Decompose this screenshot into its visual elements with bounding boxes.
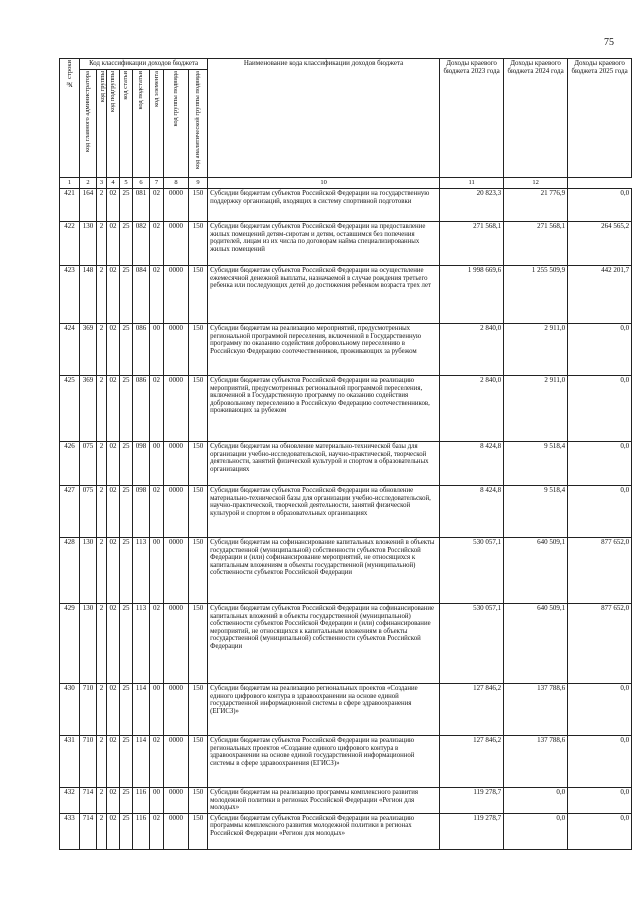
row-number: 427 xyxy=(60,486,80,538)
header-year-2023: Доходы краевого бюджета 2023 года xyxy=(440,59,504,178)
table-body xyxy=(60,189,632,850)
subgroup-code: 02 xyxy=(107,266,120,324)
header-code-article: код статьи xyxy=(120,70,133,178)
group-code: 2 xyxy=(97,189,107,222)
article-code: 25 xyxy=(120,538,133,604)
header-code-group: код группы xyxy=(97,70,107,178)
group-code: 2 xyxy=(97,486,107,538)
subgroup-code: 02 xyxy=(107,324,120,376)
subgroup-code: 02 xyxy=(107,486,120,538)
table-row xyxy=(60,684,632,736)
element-code: 02 xyxy=(150,736,164,788)
subgroup-code: 02 xyxy=(107,376,120,442)
group-code: 2 xyxy=(97,813,107,849)
header-code-admin: код главного администратора xyxy=(80,70,97,178)
analytic-group-code: 150 xyxy=(189,604,208,684)
element-code: 02 xyxy=(150,604,164,684)
analytic-group-code: 150 xyxy=(189,222,208,266)
analytic-group-code: 150 xyxy=(189,266,208,324)
table-row xyxy=(60,442,632,486)
income-2023: 530 057,1 xyxy=(440,604,504,684)
subgroup-code: 02 xyxy=(107,538,120,604)
income-2025: 0,0 xyxy=(568,442,632,486)
column-number: 5 xyxy=(120,178,133,189)
element-code: 02 xyxy=(150,486,164,538)
income-2024: 0,0 xyxy=(504,813,568,849)
table-row xyxy=(60,813,632,849)
subarticle-code: 084 xyxy=(133,266,150,324)
subarticle-code: 082 xyxy=(133,222,150,266)
row-number: 421 xyxy=(60,189,80,222)
group-code: 2 xyxy=(97,684,107,736)
admin-code: 130 xyxy=(80,538,97,604)
table-row xyxy=(60,486,632,538)
income-2024: 21 776,9 xyxy=(504,189,568,222)
analytic-group-code: 150 xyxy=(189,486,208,538)
header-row-no: № строки xyxy=(60,59,80,178)
budget-revenue-table xyxy=(59,58,632,850)
header-code-subtype-group: код группы подвида xyxy=(164,70,189,178)
row-number: 432 xyxy=(60,788,80,814)
row-number: 429 xyxy=(60,604,80,684)
admin-code: 148 xyxy=(80,266,97,324)
income-2025: 0,0 xyxy=(568,376,632,442)
subtype-group-code: 0000 xyxy=(164,788,189,814)
admin-code: 710 xyxy=(80,736,97,788)
column-number: 9 xyxy=(189,178,208,189)
income-2023: 119 278,7 xyxy=(440,788,504,814)
row-number: 423 xyxy=(60,266,80,324)
income-name: Субсидии бюджетам субъектов Российской Федерации на реализацию региональных проектов «Создание единого цифрового контура в здравоохранении на основе единой государственной информационной системы в сфере здравоохранения (ЕГИСЗ)» xyxy=(208,736,440,788)
income-2024: 137 788,6 xyxy=(504,684,568,736)
income-2024: 640 509,1 xyxy=(504,604,568,684)
subarticle-code: 113 xyxy=(133,538,150,604)
admin-code: 710 xyxy=(80,684,97,736)
article-code: 25 xyxy=(120,788,133,814)
header-code-analytic-group: код аналитической группы подвида xyxy=(189,70,208,178)
income-2024: 0,0 xyxy=(504,788,568,814)
row-number: 433 xyxy=(60,813,80,849)
analytic-group-code: 150 xyxy=(189,736,208,788)
income-2025: 0,0 xyxy=(568,736,632,788)
subtype-group-code: 0000 xyxy=(164,189,189,222)
subtype-group-code: 0000 xyxy=(164,813,189,849)
article-code: 25 xyxy=(120,442,133,486)
article-code: 25 xyxy=(120,222,133,266)
table-row xyxy=(60,324,632,376)
income-2023: 127 846,2 xyxy=(440,736,504,788)
admin-code: 369 xyxy=(80,324,97,376)
income-2025: 0,0 xyxy=(568,486,632,538)
income-2024: 2 911,0 xyxy=(504,376,568,442)
header-classification-group: Код классификации доходов бюджета xyxy=(80,59,208,70)
column-number: 11 xyxy=(440,178,504,189)
article-code: 25 xyxy=(120,736,133,788)
header-year-2025: Доходы краевого бюджета 2025 года xyxy=(568,59,632,178)
income-2023: 1 998 669,6 xyxy=(440,266,504,324)
article-code: 25 xyxy=(120,684,133,736)
row-number: 424 xyxy=(60,324,80,376)
income-2023: 8 424,8 xyxy=(440,442,504,486)
element-code: 00 xyxy=(150,684,164,736)
element-code: 02 xyxy=(150,376,164,442)
subarticle-code: 116 xyxy=(133,813,150,849)
group-code: 2 xyxy=(97,538,107,604)
table-row xyxy=(60,788,632,814)
subtype-group-code: 0000 xyxy=(164,538,189,604)
article-code: 25 xyxy=(120,266,133,324)
subarticle-code: 081 xyxy=(133,189,150,222)
subtype-group-code: 0000 xyxy=(164,222,189,266)
subarticle-code: 113 xyxy=(133,604,150,684)
income-name: Субсидии бюджетам на обновление материально-технической базы для организации учебно-исследовательской, научно-практической, творческой деятельности, занятий физической культурой и спортом в образовательных организациях xyxy=(208,442,440,486)
income-2025: 264 565,2 xyxy=(568,222,632,266)
admin-code: 130 xyxy=(80,604,97,684)
column-number: 1 xyxy=(60,178,80,189)
income-2025: 0,0 xyxy=(568,788,632,814)
income-2025: 0,0 xyxy=(568,324,632,376)
table-row xyxy=(60,736,632,788)
subgroup-code: 02 xyxy=(107,189,120,222)
column-numbers-row xyxy=(60,178,632,189)
subarticle-code: 114 xyxy=(133,736,150,788)
subtype-group-code: 0000 xyxy=(164,442,189,486)
group-code: 2 xyxy=(97,442,107,486)
income-2023: 2 840,0 xyxy=(440,376,504,442)
article-code: 25 xyxy=(120,604,133,684)
subarticle-code: 098 xyxy=(133,486,150,538)
analytic-group-code: 150 xyxy=(189,538,208,604)
admin-code: 164 xyxy=(80,189,97,222)
subarticle-code: 114 xyxy=(133,684,150,736)
analytic-group-code: 150 xyxy=(189,684,208,736)
column-number: 4 xyxy=(107,178,120,189)
admin-code: 714 xyxy=(80,813,97,849)
analytic-group-code: 150 xyxy=(189,376,208,442)
income-name: Субсидии бюджетам субъектов Российской Федерации на предоставление жилых помещений детям-сиротам и детям, оставшимся без попечения родителей, лицам из их числа по договорам найма специализированных жилых помещений xyxy=(208,222,440,266)
analytic-group-code: 150 xyxy=(189,813,208,849)
income-name: Субсидии бюджетам субъектов Российской Федерации на осуществление ежемесячной денежной выплаты, назначаемой в случае рождения третьего ребенка или последующих детей до достижения ребенком возраста трех лет xyxy=(208,266,440,324)
article-code: 25 xyxy=(120,813,133,849)
income-2023: 530 057,1 xyxy=(440,538,504,604)
subtype-group-code: 0000 xyxy=(164,604,189,684)
element-code: 02 xyxy=(150,813,164,849)
header-name: Наименование кода классификации доходов бюджета xyxy=(208,59,440,178)
column-number: 8 xyxy=(164,178,189,189)
subtype-group-code: 0000 xyxy=(164,324,189,376)
table-row xyxy=(60,376,632,442)
income-2024: 9 518,4 xyxy=(504,486,568,538)
income-2024: 9 518,4 xyxy=(504,442,568,486)
article-code: 25 xyxy=(120,189,133,222)
admin-code: 075 xyxy=(80,442,97,486)
element-code: 02 xyxy=(150,189,164,222)
column-number: 6 xyxy=(133,178,150,189)
subgroup-code: 02 xyxy=(107,813,120,849)
income-2023: 127 846,2 xyxy=(440,684,504,736)
analytic-group-code: 150 xyxy=(189,324,208,376)
element-code: 00 xyxy=(150,538,164,604)
table-row xyxy=(60,222,632,266)
subgroup-code: 02 xyxy=(107,442,120,486)
income-name: Субсидии бюджетам субъектов Российской Федерации на реализацию мероприятий, предусмотренных региональной программой переселения, включенной в Государственную программу по оказанию содействия добровольному переселению в Российскую Федерацию соотечественников, проживающих за рубежом xyxy=(208,376,440,442)
admin-code: 369 xyxy=(80,376,97,442)
subgroup-code: 02 xyxy=(107,222,120,266)
income-name: Субсидии бюджетам субъектов Российской Федерации на реализацию программы комплексного развития молодежной политики в регионах Российской Федерации «Регион для молодых» xyxy=(208,813,440,849)
column-number: 3 xyxy=(97,178,107,189)
article-code: 25 xyxy=(120,324,133,376)
article-code: 25 xyxy=(120,376,133,442)
income-2025: 0,0 xyxy=(568,684,632,736)
subtype-group-code: 0000 xyxy=(164,684,189,736)
header-code-subgroup: код подгруппы xyxy=(107,70,120,178)
income-2025: 442 201,7 xyxy=(568,266,632,324)
header-code-subarticle: код подстатьи xyxy=(133,70,150,178)
page-number: 75 xyxy=(604,37,614,48)
article-code: 25 xyxy=(120,486,133,538)
group-code: 2 xyxy=(97,324,107,376)
element-code: 02 xyxy=(150,222,164,266)
header-year-2024: Доходы краевого бюджета 2024 года xyxy=(504,59,568,178)
income-2024: 2 911,0 xyxy=(504,324,568,376)
income-2024: 271 568,1 xyxy=(504,222,568,266)
income-2025: 0,0 xyxy=(568,813,632,849)
income-2024: 640 509,1 xyxy=(504,538,568,604)
row-number: 425 xyxy=(60,376,80,442)
income-name: Субсидии бюджетам на реализацию программы комплексного развития молодежной политики в регионах Российской Федерации «Регион для молодых» xyxy=(208,788,440,814)
row-number: 430 xyxy=(60,684,80,736)
column-number: 2 xyxy=(80,178,97,189)
group-code: 2 xyxy=(97,222,107,266)
column-number: 10 xyxy=(208,178,440,189)
income-2025: 0,0 xyxy=(568,189,632,222)
table-row xyxy=(60,604,632,684)
group-code: 2 xyxy=(97,736,107,788)
subarticle-code: 086 xyxy=(133,324,150,376)
income-2023: 271 568,1 xyxy=(440,222,504,266)
income-name: Субсидии бюджетам на софинансирование капитальных вложений в объекты государственной (муниципальной) собственности субъектов Российской Федерации и (или) софинансирование мероприятий, не относящихся к капитальным вложениям в объекты государственной (муниципальной) собственности субъектов Российской Федерации xyxy=(208,538,440,604)
income-name: Субсидии бюджетам субъектов Российской Федерации на государственную поддержку организаций, входящих в систему спортивной подготовки xyxy=(208,189,440,222)
row-number: 428 xyxy=(60,538,80,604)
income-2025: 877 652,0 xyxy=(568,538,632,604)
column-number: 12 xyxy=(504,178,568,189)
income-2023: 2 840,0 xyxy=(440,324,504,376)
element-code: 00 xyxy=(150,442,164,486)
element-code: 00 xyxy=(150,324,164,376)
column-number: 7 xyxy=(150,178,164,189)
income-name: Субсидии бюджетам субъектов Российской Федерации на софинансирование капитальных вложений в объекты государственной (муниципальной) собственности субъектов Российской Федерации и (или) софинансирование мероприятий, не относящихся к капитальным вложениям в объекты государственной (муниципальной) собственности субъектов Российской Федерации xyxy=(208,604,440,684)
element-code: 00 xyxy=(150,788,164,814)
group-code: 2 xyxy=(97,376,107,442)
analytic-group-code: 150 xyxy=(189,442,208,486)
table-row xyxy=(60,266,632,324)
admin-code: 130 xyxy=(80,222,97,266)
income-2024: 1 255 509,9 xyxy=(504,266,568,324)
subgroup-code: 02 xyxy=(107,736,120,788)
group-code: 2 xyxy=(97,604,107,684)
row-number: 426 xyxy=(60,442,80,486)
subarticle-code: 116 xyxy=(133,788,150,814)
admin-code: 714 xyxy=(80,788,97,814)
income-2023: 20 823,3 xyxy=(440,189,504,222)
header-code-element: код элемента xyxy=(150,70,164,178)
admin-code: 075 xyxy=(80,486,97,538)
subarticle-code: 086 xyxy=(133,376,150,442)
subtype-group-code: 0000 xyxy=(164,486,189,538)
group-code: 2 xyxy=(97,266,107,324)
subtype-group-code: 0000 xyxy=(164,266,189,324)
analytic-group-code: 150 xyxy=(189,788,208,814)
table-row xyxy=(60,189,632,222)
subgroup-code: 02 xyxy=(107,604,120,684)
analytic-group-code: 150 xyxy=(189,189,208,222)
element-code: 02 xyxy=(150,266,164,324)
income-2025: 877 652,0 xyxy=(568,604,632,684)
subtype-group-code: 0000 xyxy=(164,376,189,442)
table-row xyxy=(60,538,632,604)
income-2024: 137 788,6 xyxy=(504,736,568,788)
income-2023: 8 424,8 xyxy=(440,486,504,538)
income-name: Субсидии бюджетам субъектов Российской Федерации на обновление материально-технической базы для организации учебно-исследовательской, научно-практической, творческой деятельности, занятий физической культурой и спортом в образовательных организациях xyxy=(208,486,440,538)
row-number: 422 xyxy=(60,222,80,266)
income-name: Субсидии бюджетам на реализацию региональных проектов «Создание единого цифрового контура в здравоохранении на основе единой государственной информационной системы в сфере здравоохранения (ЕГИСЗ)» xyxy=(208,684,440,736)
subarticle-code: 098 xyxy=(133,442,150,486)
subgroup-code: 02 xyxy=(107,684,120,736)
income-2023: 119 278,7 xyxy=(440,813,504,849)
subgroup-code: 02 xyxy=(107,788,120,814)
income-name: Субсидии бюджетам на реализацию мероприятий, предусмотренных региональной программой переселения, включенной в Государственную программу по оказанию содействия добровольному переселению в Российскую Федерацию соотечественников, проживающих за рубежом xyxy=(208,324,440,376)
row-number: 431 xyxy=(60,736,80,788)
group-code: 2 xyxy=(97,788,107,814)
subtype-group-code: 0000 xyxy=(164,736,189,788)
